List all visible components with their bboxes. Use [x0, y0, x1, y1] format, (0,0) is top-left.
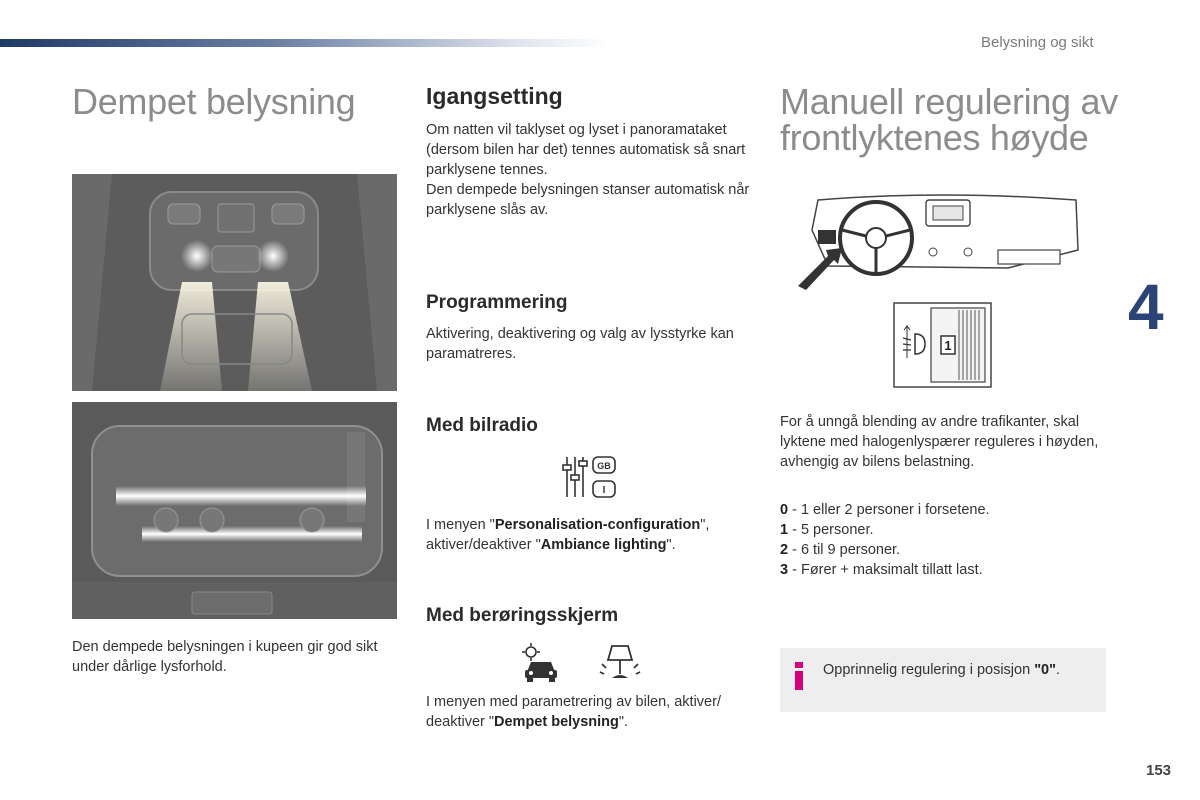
left-page-title: Dempet belysning: [72, 81, 356, 122]
ambiance-lamp-icon: [596, 642, 644, 684]
radio-settings-icon: [561, 453, 617, 501]
heading-igangsetting: Igangsetting: [426, 83, 563, 109]
heading-med-bilradio: Med bilradio: [426, 415, 538, 436]
left-caption: Den dempede belysningen i kupeen gir god sikt under dårlige lysforhold.: [72, 639, 378, 675]
ceiling-light-photo: [72, 174, 397, 391]
intro-text-1: Om natten vil taklyset og lyset i panoramataket (dersom bilen har det) tennes automatisk så snart parklysene tennes.: [426, 122, 746, 178]
intro-text-2: Den dempede belysningen stanser automatisk når parklysene slås av.: [426, 182, 750, 218]
car-settings-icon: [519, 642, 561, 684]
list-item: 1 - 5 personer.: [780, 522, 874, 538]
radio-text: I menyen "Personalisation-configuration", aktiver/deaktiver "Ambiance lighting".: [426, 517, 710, 553]
list-item: 2 - 6 til 9 personer.: [780, 542, 901, 558]
radio-icon-gb-label: GB: [597, 461, 611, 471]
page-number: 153: [1146, 762, 1172, 779]
dashboard-illustration: [798, 190, 1083, 290]
list-item: 3 - Fører + maksimalt tillatt last.: [780, 562, 983, 578]
info-box: [780, 648, 1106, 712]
list-item: 0 - 1 eller 2 personer i forsetene.: [780, 502, 990, 518]
panoramic-roof-illustration: [72, 402, 397, 619]
section-title: Belysning og sikt: [981, 34, 1094, 51]
ceiling-console-illustration: [72, 174, 397, 391]
roof-panorama-photo: [72, 402, 397, 619]
radio-icon-i-label: I: [602, 485, 606, 496]
info-text: Opprinnelig regulering i posisjon "0".: [823, 662, 1061, 678]
switch-position-label: 1: [944, 338, 952, 353]
info-icon: [792, 662, 806, 690]
programmering-text: Aktivering, deaktivering og valg av lysstyrke kan paramatreres.: [426, 326, 734, 362]
touch-text: I menyen med parametrering av bilen, aktiver/ deaktiver "Dempet belysning".: [426, 694, 721, 730]
chapter-number: 4: [1128, 271, 1164, 343]
heading-programmering: Programmering: [426, 292, 568, 313]
right-page-title: Manuell regulering av frontlyktenes høyde: [780, 81, 1118, 158]
headlamp-adjust-switch-illustration: [893, 302, 992, 388]
top-gradient-bar: [0, 39, 610, 47]
headlamp-description: For å unngå blending av andre trafikanter, skal lyktene med halogenlyspærer reguleres i høyden, avhengig av bilens belastning.: [780, 414, 1099, 470]
load-positions-list: [780, 500, 990, 580]
heading-med-beroringsskjerm: Med berøringsskjerm: [426, 605, 619, 626]
